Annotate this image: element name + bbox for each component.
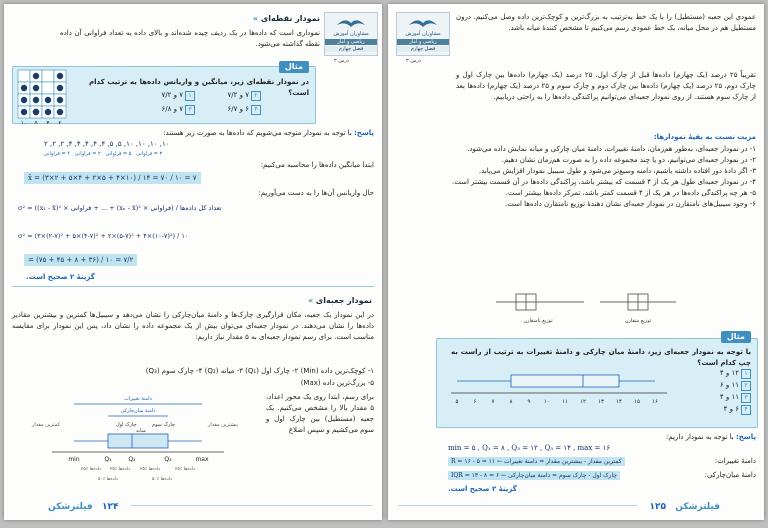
- mini-boxplots: [488, 288, 688, 328]
- boxplot-five-values-2: ۵- بزرگ‌ترین داده (Max): [300, 379, 374, 387]
- answer1-text: پاسخ: با توجه به نمودار متوجه می‌شویم که داده‌ها به صورت زیر هستند:: [163, 129, 374, 137]
- axis-tick-label: ۱۰: [20, 120, 28, 124]
- advantage-item: ۱- در نمودار جعبه‌ای، به‌طور هم‌زمان، دامنهٔ تغییرات، دامنهٔ میان چارکی و میانه نمایش داده می‌شود.: [467, 145, 756, 153]
- axis-tick-label: ۵: [455, 399, 459, 405]
- option-2[interactable]: ۲۱۱ و ۶: [720, 381, 751, 391]
- tick-q2: Q₂: [128, 456, 136, 463]
- range-formula: R = ۱۶ - ۵ = ۱۱ ← کمترین مقدار - بیشترین مقدار = دامنهٔ تغییرات: [448, 457, 625, 466]
- frequency-labels: ۳ = فراوانی ۵ = فراوانی ۲ = فراوانی ۴ = فراوانی: [44, 151, 163, 157]
- answer1-correct: گزینهٔ ۲ صحیح است.: [26, 273, 95, 281]
- chevron-icon: »: [307, 296, 314, 305]
- tab-chapter: ریاضی و آمار: [397, 39, 449, 45]
- advantage-item: ۲- در نمودار جعبه‌ای می‌توانیم، دو یا چند مجموعه داده را به صورت هم‌زمان نشان دهیم.: [501, 156, 756, 164]
- q1-label: چارک اول: [116, 422, 137, 428]
- example-badge: مثال: [721, 331, 751, 343]
- dot-mark: [57, 109, 63, 115]
- tab-lesson: درس ۳: [406, 58, 422, 64]
- option-4[interactable]: ۴۶ و ۶/۷: [228, 105, 262, 115]
- boxplot-five-values: ۱- کوچک‌ترین داده (Min) ۲- چارک اول (Q₁) ۳- میانه (Q₂) ۴- چارک سوم (Q₃): [145, 367, 374, 375]
- iqr-note: ۵۰٪ داده‌ها: [151, 477, 173, 482]
- median-label: میانه: [136, 428, 146, 434]
- option-3[interactable]: ۳۱۱ و ۴: [720, 393, 751, 403]
- answer2-values: min = ۵ , Q₁ = ۸ , Q₃ = ۱۲ , Q₃ = ۱۴ , max = ۱۶: [448, 444, 611, 452]
- chevron-icon: »: [252, 14, 259, 23]
- bird-logo-icon: [335, 17, 367, 31]
- example2-boxplot: [441, 367, 671, 407]
- option-2[interactable]: ۲۷ و ۷/۲: [228, 91, 262, 101]
- variance-formula-general: σ² = ((x₁ - x̄)² × فراوانی + ... + (xₙ - x̄)² × فراوانی) / تعداد کل داده‌ها: [18, 204, 222, 212]
- page-number: ۱۲۵: [649, 502, 666, 512]
- logo-name: مشاوران آموزش: [405, 31, 441, 37]
- advantage-item: ۶- وجود سیبیل‌های نامتقارن در نمودار جعبه‌ای نشان دهندهٔ توزیع نامتقارن داده‌ها است.: [505, 200, 756, 208]
- footer-brand: فیلترشکن: [675, 502, 720, 512]
- min-label: کمترین مقدار: [32, 422, 60, 428]
- left-page: [4, 4, 382, 520]
- iqr-label: دامنهٔ میان‌چارکی:: [704, 471, 756, 479]
- section-title-boxplot: نمودار جعبه‌ای »: [307, 296, 372, 305]
- dot-mark: [57, 97, 63, 103]
- tick-min: min: [68, 456, 80, 463]
- dot-mark: [45, 109, 51, 115]
- median-half-label: ۵۰٪ داده‌ها: [97, 477, 119, 482]
- range-label: دامنهٔ تغییرات: [124, 396, 152, 402]
- answer1-data-line: ۲ ,۲ ,۲ ,۴ ,۴ ,۴ ,۴ ,۴ ,۵ ,۵ ,۱۰ ,۱۰ ,۱۰ ,۱۰: [44, 140, 170, 148]
- right-para1: عمودی این جعبه (مستطیل) را با یک خط به‌ترتیب به بزرگ‌ترین و کوچک‌ترین داده وصل می‌کنیم. درون مستطیل هم در محل میانه، یک خط عمودی رسم می‌کنیم تا مشخص کنندهٔ میانه باشد.: [456, 13, 756, 32]
- boxplot-diagram: [12, 390, 264, 486]
- tick-q1: Q₁: [104, 456, 112, 463]
- advantage-item: ۳- اگر دادهٔ دور افتاده داشته باشیم، دامنه وسیع‌تر می‌شود و طول سیبیل نمودار افزایش می‌یابد.: [478, 167, 756, 175]
- variance-text: حال واریانس آن‌ها را به دست می‌آوریم:: [258, 189, 374, 197]
- dot-mark: [33, 85, 39, 91]
- dot-mark: [21, 97, 27, 103]
- dot-mark: [21, 85, 27, 91]
- axis-tick-label: ۱۲: [580, 399, 586, 405]
- divider: [12, 286, 374, 287]
- box-rect: [511, 375, 619, 387]
- publisher-logo: [396, 12, 450, 56]
- pct-label-3: ۲۵٪ داده‌ها: [139, 467, 161, 472]
- advantages-list: [396, 144, 756, 210]
- boxplot-para2: برای رسم، ابتدا روی یک محور اعداد، ۵ مقدار بالا را مشخص می‌کنیم. یک جعبه (مستطیل) بین چارک اول و سوم می‌کشیم و سپس اضلاع: [266, 393, 374, 434]
- page-number: ۱۲۴: [102, 502, 119, 512]
- mean-text: ابتدا میانگین داده‌ها را محاسبه می‌کنیم:: [260, 161, 374, 169]
- footer-line: [398, 505, 638, 506]
- tick-q3: Q₃: [164, 456, 172, 463]
- advantages-title: مزیت نسبت به بقیهٔ نمودارها:: [653, 133, 756, 141]
- bird-logo-icon: [407, 17, 439, 31]
- tab-part: فصل چهارم: [397, 46, 449, 52]
- answer2-correct: گزینهٔ ۲ صحیح است.: [448, 485, 517, 493]
- advantage-item: ۵- هر چه پراکندگی داده‌ها در هر یک از ۴ قسمت کمتر باشد، تمرکز داده‌ها بیشتر است.: [505, 189, 756, 197]
- iqr-label: دامنهٔ میان‌چارکی: [120, 408, 156, 414]
- tab-chapter: ریاضی و آمار: [325, 39, 377, 45]
- axis-tick-label: ۶: [473, 399, 477, 405]
- footer-line: [130, 505, 372, 506]
- dot-mark: [33, 109, 39, 115]
- variance-formula-values: σ² = (۳×(۲-۷)² + ۵×(۴-۷)² + ۲×(۵-۷)² + ۴×(۱۰-۷)²) / ۱۰: [18, 232, 189, 240]
- dot-mark: [21, 109, 27, 115]
- axis-tick-label: ۷: [491, 399, 495, 405]
- axis-tick-label: ۸: [509, 399, 513, 405]
- dot-mark: [33, 97, 39, 103]
- dot-mark: [57, 73, 63, 79]
- box-rect: [108, 434, 168, 448]
- answer2-text: پاسخ: با توجه به نمودار داریم:: [665, 433, 756, 441]
- range-label: دامنهٔ تغییرات:: [714, 457, 756, 465]
- dotplot-intro: نموداری است که داده‌ها در یک ردیف چیده شده‌اند و بالای داده به تعداد فراوانی آن داده نقطه گذاشته می‌شود.: [60, 29, 320, 48]
- tick-max: max: [195, 456, 209, 463]
- option-4[interactable]: ۴۶ و ۴: [724, 405, 751, 415]
- axis-tick-label: ۱۴: [616, 399, 622, 405]
- advantage-item: ۴- در نمودار جعبه‌ای طول هر یک از ۴ قسمت که بیشتر باشد، پراکندگی داده‌ها در آن قسمت بیشتر است.: [451, 178, 756, 186]
- axis-tick-label: ۱۰: [544, 399, 550, 405]
- symmetric-label: توزیع متقارن: [624, 318, 652, 324]
- asymmetric-label: توزیع نامتقارن: [523, 318, 553, 324]
- axis-tick-label: ۱۳: [598, 399, 604, 405]
- example1-question: در نمودار نقطه‌ای زیر، میانگین و واریانس داده‌ها به ترتیب کدام است؟: [89, 78, 309, 97]
- example2-box: [436, 332, 758, 428]
- example-badge: مثال: [279, 61, 309, 73]
- right-page: [388, 4, 764, 520]
- option-1[interactable]: ۱۷ و ۷/۲: [162, 91, 196, 101]
- tab-lesson: درس ۳: [334, 58, 350, 64]
- dot-mark: [45, 97, 51, 103]
- right-para2: تقریباً ۲۵ درصد (یک چهارم) داده‌ها قبل از چارک اول، ۲۵ درصد (یک چهارم) داده‌ها بین چارک اول و چارک دوم، ۲۵ درصد (یک چهارم) داده‌ها بین چارک دوم و چارک سوم و ۲۵ درصد (یک چهارم) داده‌ها بعد از چارک سوم هستند. از روی نمودار جعبه‌ای می‌توانیم پراکندگی داده‌ها را به راحتی دریابیم.: [456, 71, 757, 101]
- axis-tick-label: ۱۱: [562, 399, 568, 405]
- publisher-logo: [324, 12, 378, 56]
- tab-part: فصل چهارم: [325, 46, 377, 52]
- pct-label-4: ۲۵٪ داده‌ها: [174, 467, 196, 472]
- axis-tick-label: ۲: [58, 120, 62, 124]
- example2-question: با توجه به نمودار جعبه‌ای زیر، دامنهٔ میان چارکی و دامنهٔ تغییرات به ترتیب از راست به چپ کدام است؟: [451, 348, 751, 367]
- option-1[interactable]: ۱۱۲ و ۴: [720, 369, 751, 379]
- axis-tick-label: ۹: [527, 399, 531, 405]
- dot-plot-chart: [14, 68, 76, 124]
- q3-label: چارک سوم: [152, 422, 175, 428]
- dot-mark: [57, 85, 63, 91]
- axis-tick-label: ۴: [46, 120, 50, 124]
- axis-tick-label: ۱۵: [634, 399, 640, 405]
- logo-name: مشاوران آموزش: [333, 31, 369, 37]
- section-title-dotplot: نمودار نقطه‌ای »: [252, 14, 320, 23]
- boxplot-para1: در این نمودار یک جعبه، مکان قرارگیری چارک‌ها و دامنهٔ میان‌چارکی را نشان می‌دهد و سیبیل‌ها کمترین و بیشترین مقادیر داده‌ها را نشان می‌دهند. در نمودار جعبه‌ای می‌توان بیش از یک مجموعه داده را نشان داد، پس این نمودار برای مقایسه مناسب است. برای رسم نمودار جعبه‌ای به ۵ مقدار نیاز داریم:: [12, 311, 374, 341]
- option-3[interactable]: ۳۷ و ۶/۸: [162, 105, 196, 115]
- axis-tick-label: ۱۶: [652, 399, 658, 405]
- pct-label-2: ۲۵٪ داده‌ها: [109, 467, 131, 472]
- max-label: بیشترین مقدار: [208, 422, 239, 428]
- variance-result: = (۷۵ + ۴۵ + ۸ + ۳۶) / ۱۰ = ۷/۲: [24, 254, 137, 266]
- mean-formula: x̄ = (۳×۲ + ۵×۴ + ۲×۵ + ۴×۱۰) / ۱۴ = ۷۰ / ۱۰ = ۷: [24, 172, 201, 184]
- axis-tick-label: ۵: [34, 120, 38, 124]
- pct-label-1: ۲۵٪ داده‌ها: [80, 467, 102, 472]
- footer-brand: فیلترشکن: [48, 502, 93, 512]
- dot-mark: [33, 73, 39, 79]
- iqr-formula: IQR = ۱۴ - ۸ = ۶ ← چارک اول - چارک سوم = دامنهٔ میان‌چارکی: [448, 471, 620, 480]
